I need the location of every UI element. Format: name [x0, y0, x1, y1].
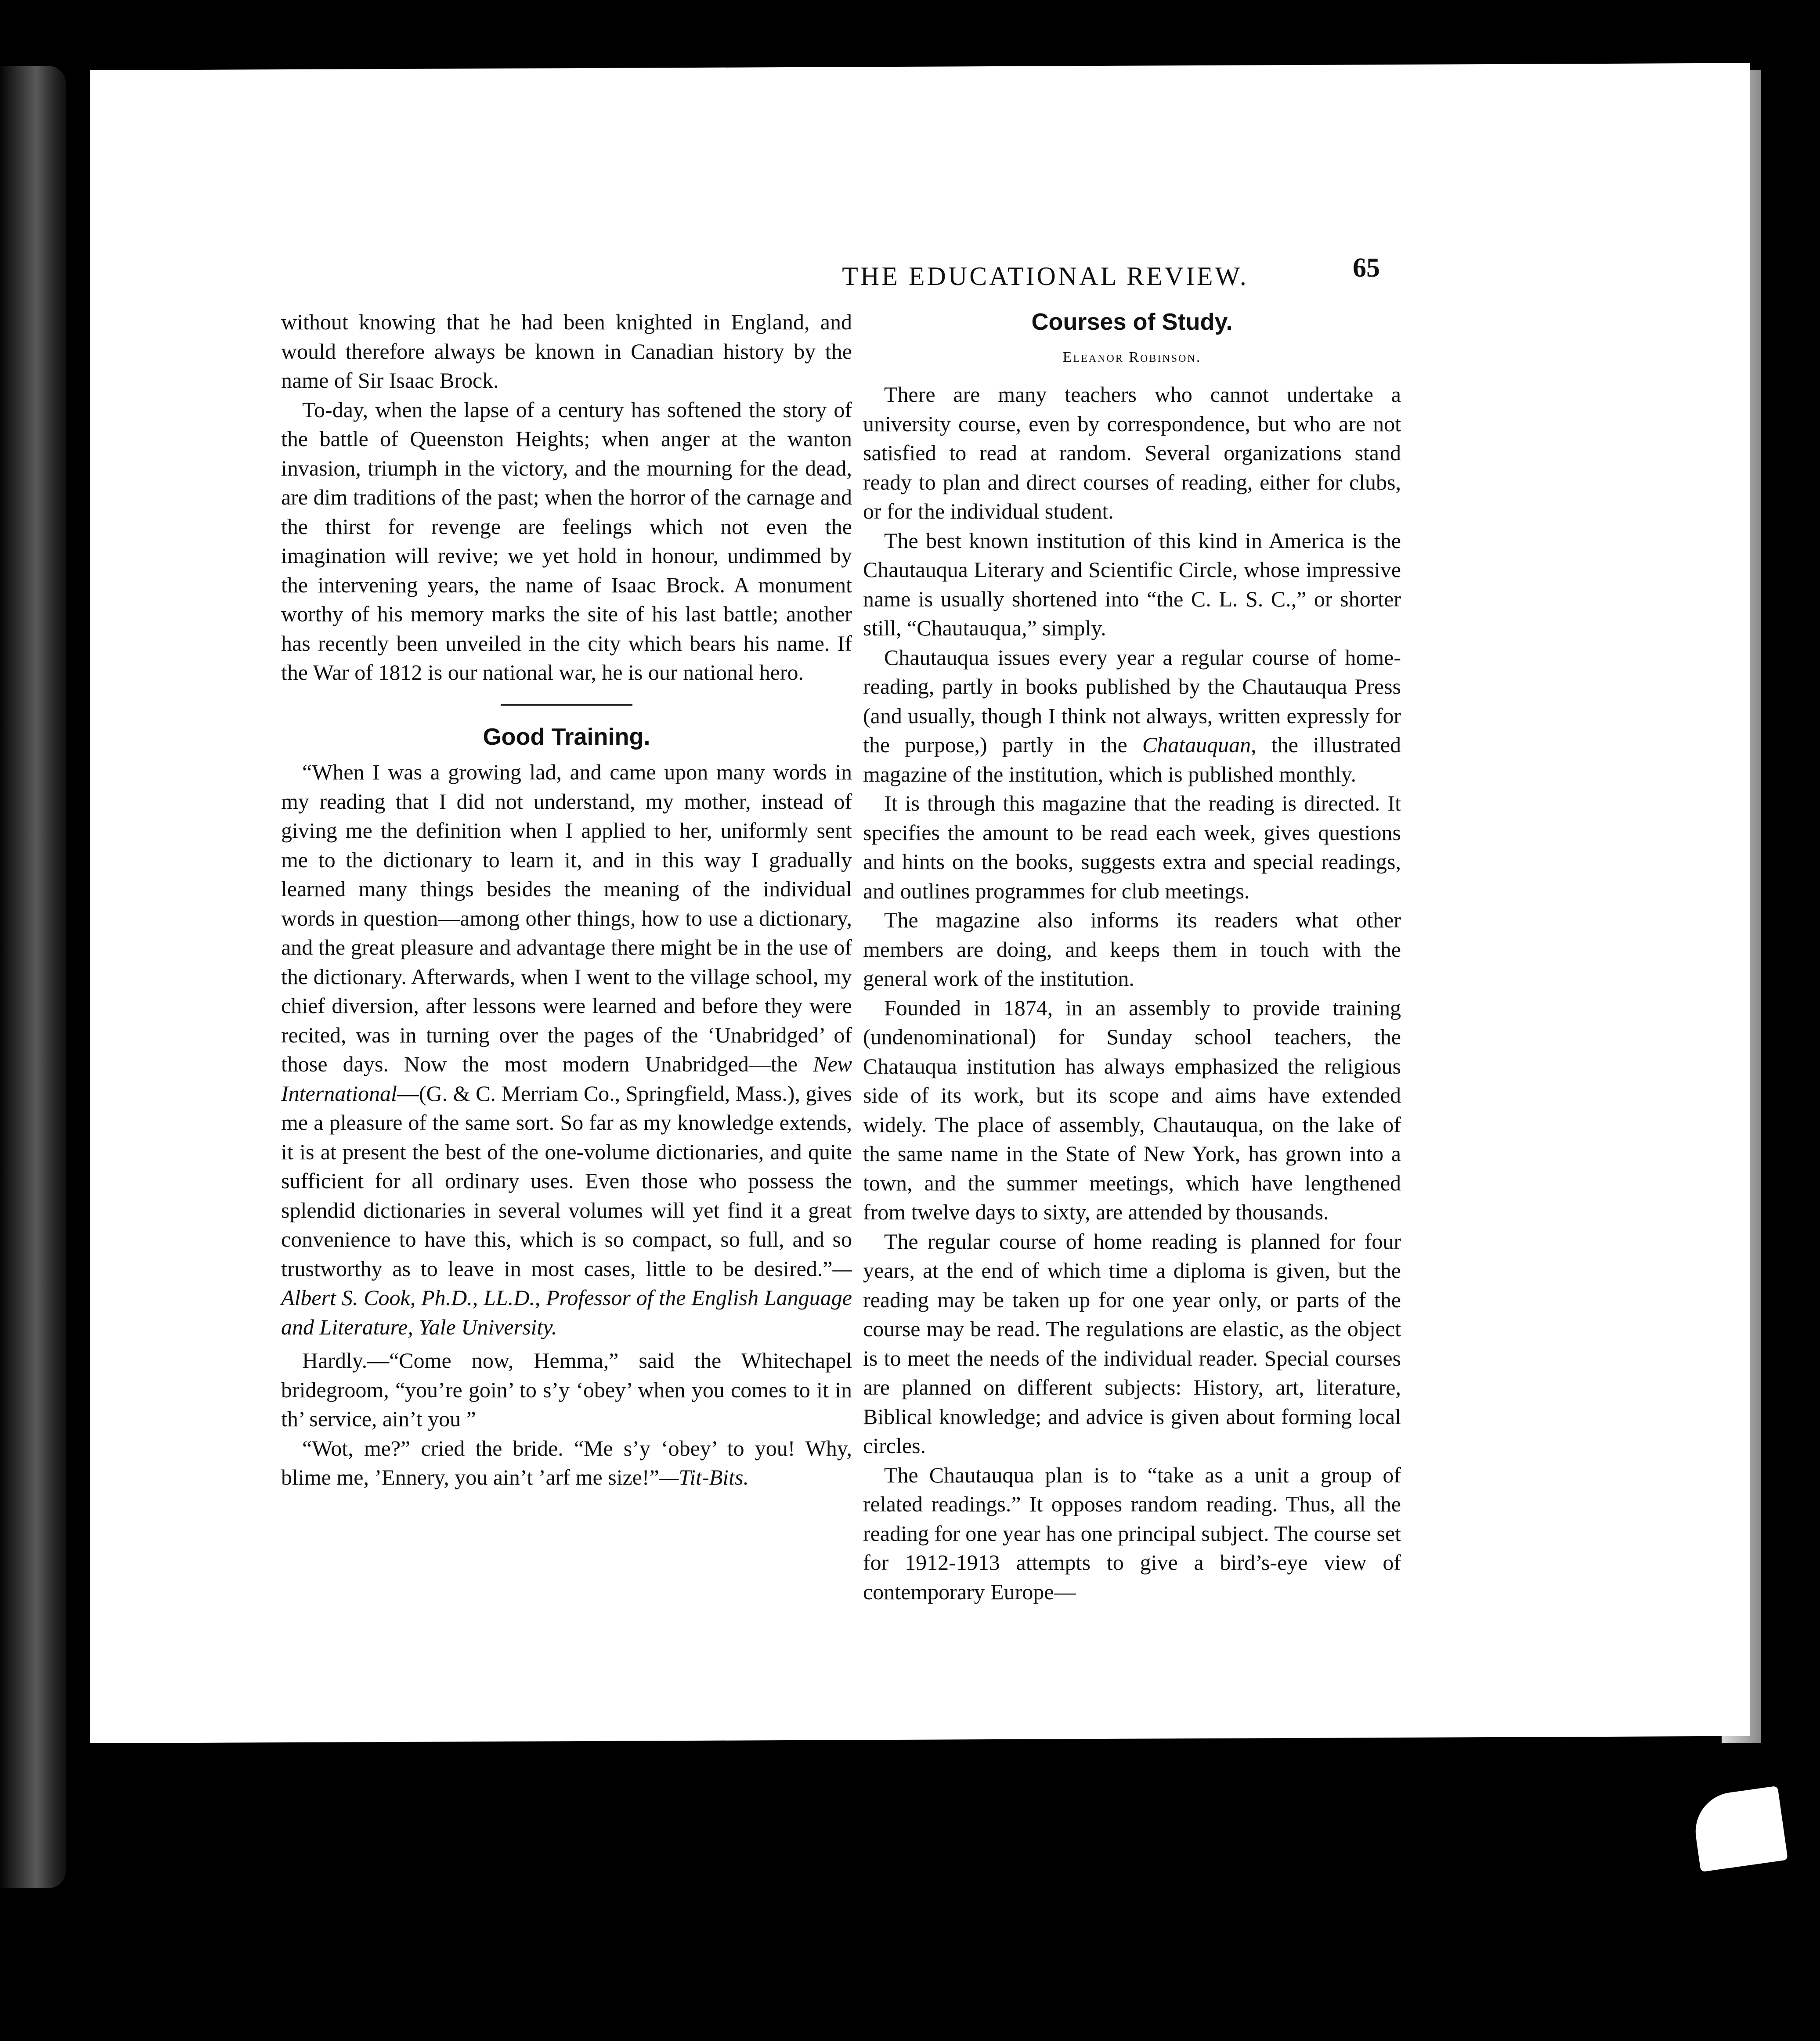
chautauquan-paragraph: [863, 643, 1401, 789]
right-column: [863, 307, 1401, 1606]
brock-paragraph: To-day, when the lapse of a century has softened the story of the battle of Queenston Heights; when anger at the wanton invasion, triumph in the victory, and the mourning for the dead, are dim traditions of the past; when the horror of the carnage and the thirst for revenge are feelings which not even the imagination will revive; we yet hold in honour, undimmed by the intervening years, the name of Isaac Brock. A monument worthy of his memory marks the site of his last battle; another has recently been unveiled in the city which bears his name. If the War of 1812 is our national war, he is our national hero.: [281, 397, 852, 685]
page-number: 65: [1353, 253, 1380, 283]
running-header: THE EDUCATIONAL REVIEW.: [842, 262, 1249, 291]
section-divider: [501, 704, 632, 706]
chautauquan-title: Chatauquan: [1142, 732, 1251, 757]
right-paragraphs-before: [863, 380, 1401, 643]
dictionary-title: New International: [281, 1052, 852, 1106]
courses-of-study-heading: Courses of Study.: [1031, 309, 1233, 335]
wot-source: —Tit-Bits.: [659, 1465, 749, 1489]
left-column: [281, 307, 852, 1492]
article-paragraph: The magazine also informs its readers what other members are doing, and keeps them in touch with the general work of the institution.: [863, 908, 1401, 991]
page-corner-curl: [1690, 1786, 1788, 1872]
hardly-paragraph: Hardly.—“Come now, Hemma,” said the Whitechapel bridegroom, “you’re goin’ to s’y ‘obey’ when you comes to it in th’ service, ain’t you ”: [281, 1348, 852, 1431]
article-paragraph: Founded in 1874, in an assembly to provide training (undenominational) for Sunday school teachers, the Chatauqua institution has always emphasized the religious side of its work, but its scope and aims have extended widely. The place of assembly, Chautauqua, on the lake of the same name in the State of New York, has grown into a town, and the summer meetings, which have lengthened from twelve days to sixty, are attended by thousands.: [863, 995, 1401, 1224]
chautauquan-part2: , the illustrated magazine of the institution, which is published monthly.: [863, 732, 1401, 786]
book-binding: [0, 66, 66, 1888]
article-paragraph: The Chautauqua plan is to “take as a unit a group of related readings.” It opposes random reading. Thus, all the reading for one year has one principal subject. The course set for 1912-1913 attempts to give a bird’s-eye view of contemporary Europe—: [863, 1462, 1401, 1604]
wot-paragraph: [281, 1434, 852, 1492]
article-author: Eleanor Robinson.: [1062, 349, 1202, 365]
chautauquan-part1: Chautauqua issues every year a regular course of home-reading, partly in books published by the Chautauqua Press (and usually, though I think not always, written expressly for the purpose,) partly in the: [863, 645, 1401, 757]
continued-paragraph: without knowing that he had been knighted in England, and would therefore always be known in Canadian history by the name of Sir Isaac Brock.: [281, 310, 852, 393]
quote-text-part2: —(G. & C. Merriam Co., Springfield, Mass.), gives me a pleasure of the same sort. So far as my knowledge extends, it is at present the best of the one-volume dictionaries, and quite sufficient for all ordinary uses. Even those who possess the splendid dictionaries in several volumes will yet find it a great convenience to have this, which is so compact, so full, and so trustworthy as to leave in most cases, little to be desired.”: [281, 1081, 852, 1281]
quote-attribution: —Albert S. Cook, Ph.D., LL.D., Professor of the English Language and Literature, Yale University.: [281, 1256, 852, 1339]
wot-text: “Wot, me?” cried the bride. “Me s’y ‘obey’ to you! Why, blime me, ’Ennery, you ain’t ’arf me size!”: [281, 1435, 852, 1489]
article-paragraph: The best known institution of this kind in America is the Chautauqua Literary and Scientific Circle, whose impressive name is usually shortened into “the C. L. S. C.,” or shorter still, “Chautauqua,” simply.: [863, 528, 1401, 640]
article-paragraph: There are many teachers who cannot undertake a university course, even by correspondence, but who are not satisfied to read at random. Several organizations stand ready to plan and direct courses of reading, either for clubs, or for the individual student.: [863, 382, 1401, 523]
article-paragraph: It is through this magazine that the reading is directed. It specifies the amount to be read each week, gives questions and hints on the books, suggests extra and special readings, and outlines programmes for club meetings.: [863, 791, 1401, 903]
right-paragraphs-after: [863, 789, 1401, 1606]
good-training-heading: Good Training.: [483, 723, 650, 750]
good-training-quote: [281, 757, 852, 1341]
article-paragraph: The regular course of home reading is planned for four years, at the end of which time a diploma is given, but the reading may be taken up for one year only, or parts of the course may be read. The regulations are elastic, as the object is to meet the needs of the individual reader. Special courses are planned on different subjects: History, art, literature, Biblical knowledge; and advice is given about forming local circles.: [863, 1229, 1401, 1458]
quote-text-part1: “When I was a growing lad, and came upon many words in my reading that I did not understand, my mother, instead of giving me the definition when I applied to her, uniformly sent me to the dictionary to learn it, and in this way I gradually learned many things besides the meaning of the individual words in question—among other things, how to use a dictionary, and the great pleasure and advantage there might be in the use of the dictionary. Afterwards, when I went to the village school, my chief diversion, after lessons were learned and before they were recited, was in turning over the pages of the ‘Unabridged’ of those days. Now the most modern Unabridged—the: [281, 760, 852, 1076]
